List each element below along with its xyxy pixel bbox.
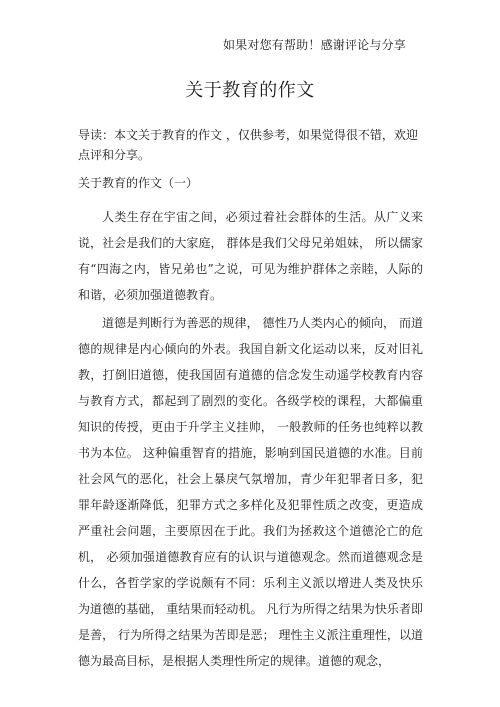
body-paragraph: 道德是判断行为善恶的规律， 德性乃人类内心的倾向， 而道德的规律是内心倾向的外表。我国自新文化运动以来，反对旧礼教，打倒旧道德，使我国固有道德的信念发生动遥学校教育内容与教育方式，都起到了剧烈的变化。各级学校的课程，大都偏重知识的传授，更由于升学主义挂帅， 一般教师的任务也纯粹以教书为本位。 这种偏重智育的措施，影响到国民道德的水准。目前社会风气的恶化，社会上暴戾气氛增加，青少年犯罪者日多，犯罪年龄逐渐降低，犯罪方式之多样化及犯罪性质之改变，更造成严重社会问题，主要原因在于此。我们为拯救这个道德沦亡的危机， 必须加强道德教育应有的认识与道德观念。然而道德观念是什么，各哲学家的学说颇有不同：乐利主义派以增进人类及快乐为道德的基础， 重结果而轻动机。 凡行为所得之结果为快乐者即是善， 行为所得之结果为苦即是恶； 理性主义派注重理性，以道德为最高目标，是根据人类理性所定的规律。道德的观念，	[78, 316, 423, 668]
section-heading: 关于教育的作文（一）	[78, 176, 199, 190]
document-title: 关于教育的作文	[185, 80, 315, 101]
intro-paragraph: 导读：本文关于教育的作文 ，仅供参考，如果觉得很不错，欢迎点评和分享。	[78, 128, 418, 162]
body-paragraph: 人类生存在宇宙之间，必须过着社会群体的生活。从广义来说，社会是我们的大家庭， 群体是我们父母兄弟姐妹， 所以儒家有“四海之内，皆兄弟也”之说，可见为维护群体之亲睦，人际的和谐，必须加强道德教育。	[78, 210, 423, 302]
header-note: 如果对您有帮助！感谢评论与分享	[222, 38, 406, 52]
